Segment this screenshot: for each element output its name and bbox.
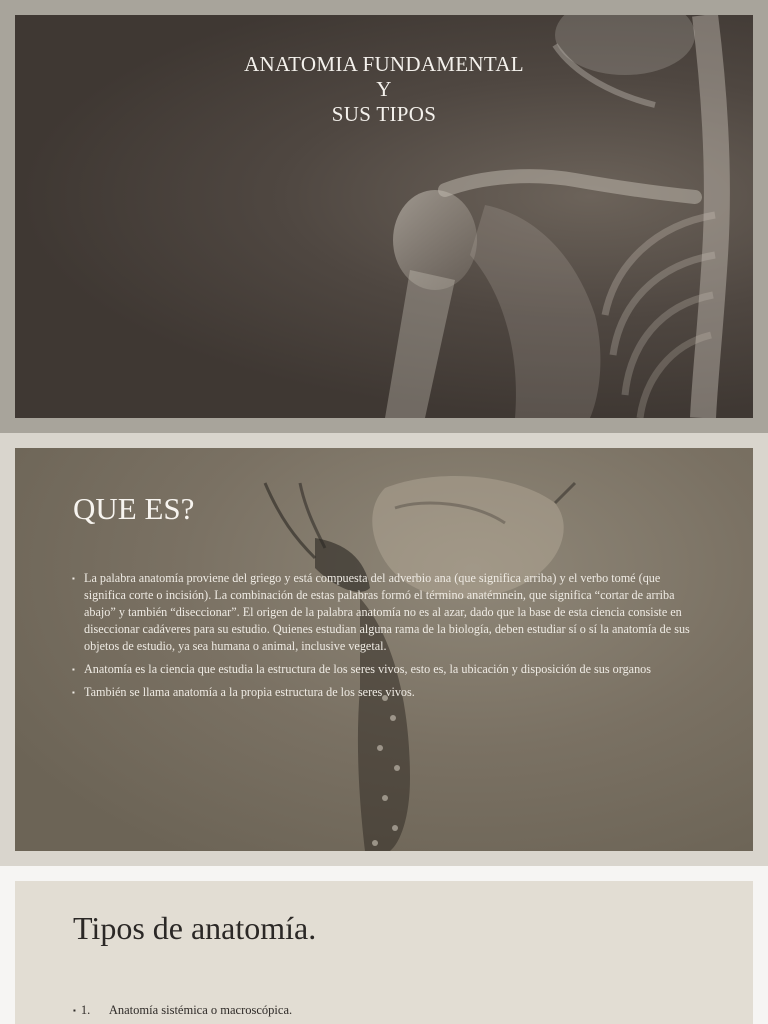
- slide-heading: Tipos de anatomía.: [73, 910, 317, 946]
- title-line: SUS TIPOS: [331, 102, 437, 126]
- bullet-icon: ▪: [72, 574, 75, 583]
- title-line: ANATOMIA FUNDAMENTAL: [244, 52, 524, 76]
- slide-que-es: [0, 433, 768, 866]
- bullet-icon: ▪: [72, 665, 75, 674]
- slide-que-es-panel: [15, 448, 753, 851]
- bullet-icon: ▪: [72, 688, 75, 697]
- presentation-title: [15, 52, 753, 127]
- list-item: [73, 1002, 292, 1019]
- title-line: Y: [376, 77, 392, 101]
- bullet-icon: ▪: [73, 1006, 76, 1015]
- item-number: 1.: [80, 1003, 91, 1017]
- list-item: [72, 570, 698, 655]
- list-item: [72, 661, 698, 678]
- slide-title: [0, 0, 768, 433]
- bullet-list: [72, 570, 698, 707]
- slide-title-panel: [15, 15, 753, 418]
- list-item-text: Anatomía es la ciencia que estudia la estructura de los seres vivos, esto es, la ubicación y disposición de sus organos: [84, 662, 652, 676]
- list-item-text: Anatomía sistémica o macroscópica.: [108, 1003, 293, 1017]
- list-item: [72, 684, 698, 701]
- list-item-text: La palabra anatomía proviene del griego y está compuesta del adverbio ana (que significa arriba) y el verbo tomé (que significa corte o incisión). La combinación de estas palabras formó el término anatémnein, que significa “cortar de arriba abajo” y también “diseccionar”. El origen de la palabra anatomía no es al azar, dado que la base de esta ciencia consiste en diseccionar cadáveres para su estudio. Quienes estudian alguna rama de la biología, deben estudiar sí o sí la anatomía de sus objetos de estudio, ya sea humana o animal, inclusive vegetal.: [84, 571, 690, 653]
- slide-tipos-panel: [15, 881, 753, 1024]
- slide-tipos: [0, 866, 768, 1024]
- list-item-text: También se llama anatomía a la propia estructura de los seres vivos.: [84, 685, 415, 699]
- slide-heading: QUE ES?: [73, 491, 195, 526]
